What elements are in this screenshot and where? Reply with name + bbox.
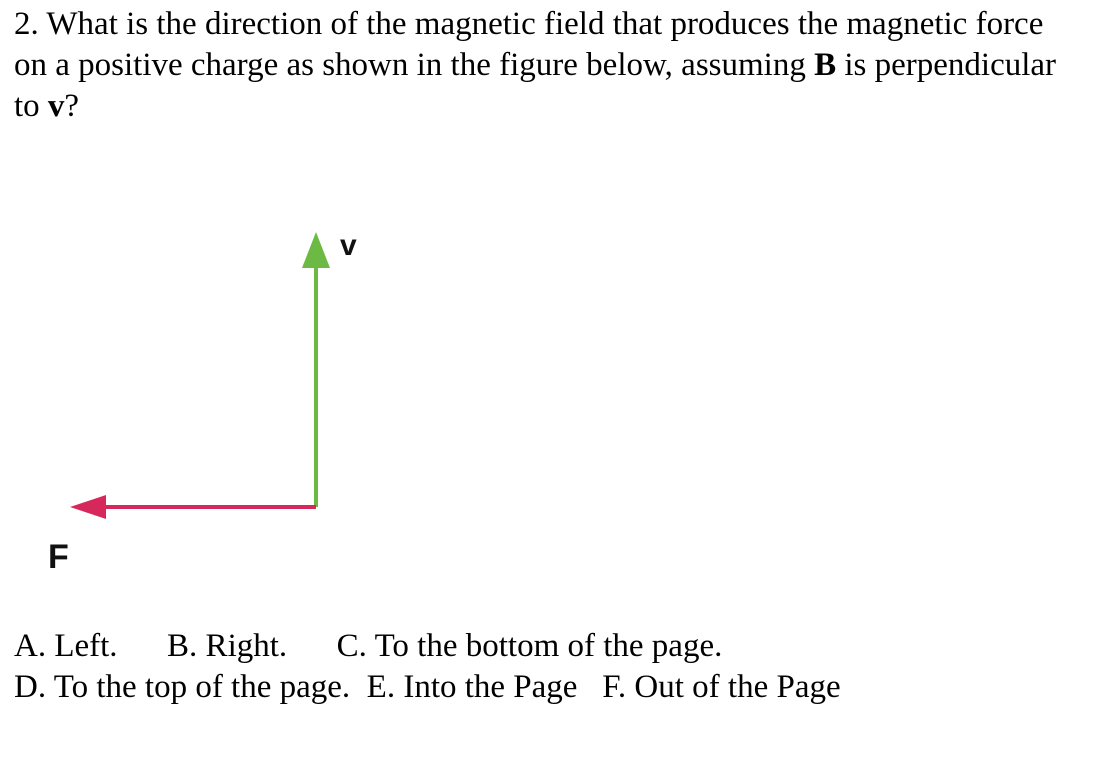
choice-e: E. Into the Page	[366, 669, 578, 705]
question-bold-b: B	[814, 47, 837, 83]
question-body-1: What is the direction of the magnetic field that produces the magnetic force on a positive charge as shown in the figure below, assuming	[14, 6, 1044, 83]
question-number: 2.	[14, 6, 39, 42]
choice-f: F. Out of the Page	[602, 669, 841, 705]
question-bold-v: v	[47, 88, 65, 124]
choice-c: C. To the bottom of the page.	[336, 628, 723, 664]
velocity-label: v	[340, 229, 357, 262]
question-body-3: ?	[64, 88, 80, 124]
answer-choices	[14, 626, 841, 708]
choice-d: D. To the top of the page.	[14, 669, 351, 705]
question-body-2: is perpendicular to	[14, 47, 1057, 124]
force-label: F	[48, 538, 69, 576]
choice-b: B. Right.	[167, 628, 288, 664]
velocity-arrow-head	[302, 232, 330, 268]
choice-a: A. Left.	[14, 628, 118, 664]
force-arrow-head	[70, 495, 106, 519]
